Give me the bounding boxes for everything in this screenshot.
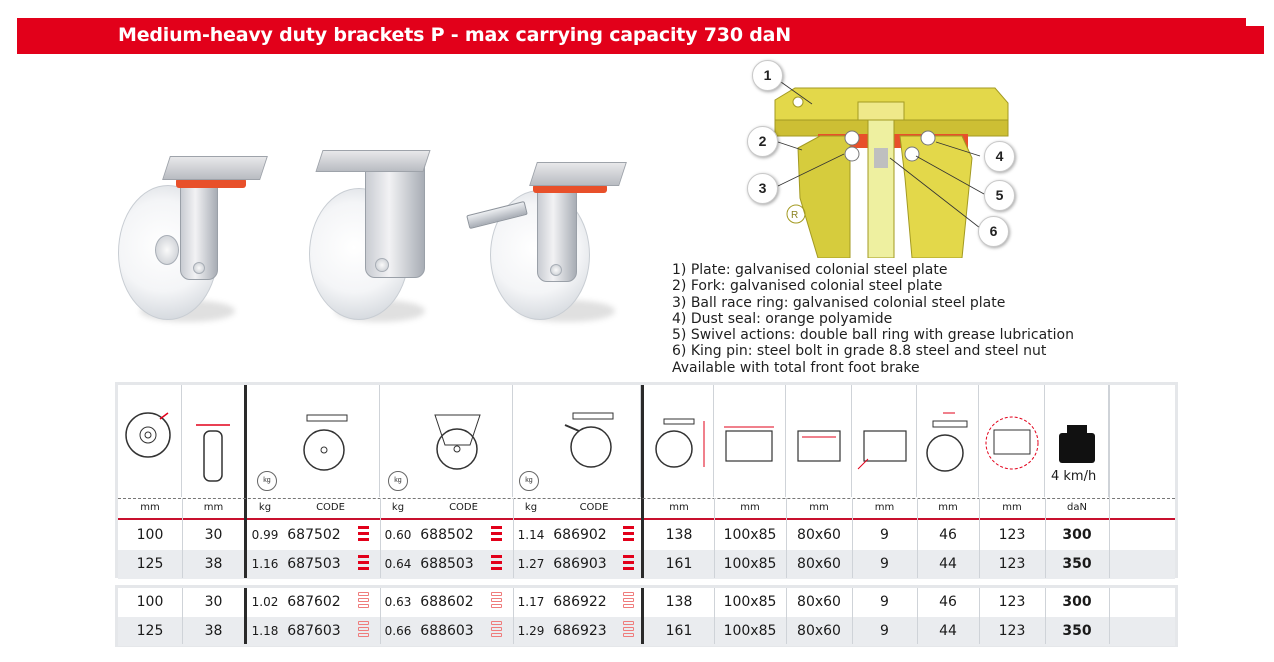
component-legend bbox=[672, 262, 1074, 376]
table-row bbox=[118, 588, 1175, 617]
cell-height: 138 bbox=[665, 527, 693, 543]
cell-radius: 123 bbox=[998, 594, 1026, 610]
cell-width: 30 bbox=[204, 594, 223, 610]
cell-code: 686922 bbox=[553, 594, 607, 610]
cell-code: 688503 bbox=[420, 556, 474, 572]
unit-code: CODE bbox=[579, 502, 609, 513]
swivel-type-marker bbox=[358, 621, 369, 639]
cell-weight: 0.63 bbox=[384, 595, 412, 609]
cell-code: 688602 bbox=[420, 594, 474, 610]
weight-icon: kg bbox=[519, 471, 539, 491]
cell-code: 686923 bbox=[553, 623, 607, 639]
fixed-type-marker bbox=[491, 592, 502, 610]
hole-spacing-icon bbox=[786, 385, 852, 497]
cell-radius: 123 bbox=[998, 623, 1026, 639]
cell-weight: 0.99 bbox=[251, 528, 279, 542]
cell-weight: 1.02 bbox=[251, 595, 279, 609]
header-bar bbox=[17, 18, 1264, 54]
legend-item: 3) Ball race ring: galvanised colonial steel plate bbox=[672, 294, 1006, 311]
callout-2: 2 bbox=[747, 126, 778, 157]
cell-offset: 44 bbox=[939, 556, 957, 572]
unit-offset: mm bbox=[938, 502, 958, 513]
cell-holes: 80x60 bbox=[797, 623, 841, 639]
cell-radius: 123 bbox=[998, 527, 1026, 543]
fixed-caster-photo bbox=[305, 140, 445, 340]
unit-plate: mm bbox=[740, 502, 760, 513]
cell-holes: 80x60 bbox=[797, 527, 841, 543]
unit-holes: mm bbox=[809, 502, 829, 513]
spec-table-standard bbox=[115, 382, 1178, 578]
cell-code: 687602 bbox=[287, 594, 341, 610]
table-header-icons bbox=[118, 385, 1175, 497]
unit-kg: kg bbox=[258, 502, 272, 513]
brake-bracket-icon bbox=[513, 385, 641, 497]
load-capacity-icon bbox=[1045, 385, 1109, 497]
brake-type-marker bbox=[623, 555, 634, 573]
cell-load: 300 bbox=[1062, 527, 1092, 543]
unit-code: CODE bbox=[316, 502, 345, 513]
cell-load: 300 bbox=[1062, 594, 1092, 610]
cell-code: 687502 bbox=[287, 527, 341, 543]
cell-load: 350 bbox=[1062, 623, 1092, 639]
cell-code: 688502 bbox=[420, 527, 474, 543]
cell-bolt: 9 bbox=[880, 594, 889, 610]
brake-type-marker bbox=[623, 592, 634, 610]
wheel-diameter-icon bbox=[118, 385, 182, 497]
swivel-type-marker bbox=[358, 555, 369, 573]
cell-offset: 44 bbox=[939, 623, 957, 639]
legend-footnote: Available with total front foot brake bbox=[672, 359, 920, 376]
cell-code: 686903 bbox=[553, 556, 607, 572]
units-row bbox=[118, 498, 1175, 518]
callout-3: 3 bbox=[747, 173, 778, 204]
product-photos bbox=[110, 140, 640, 340]
speed-label: 4 km/h bbox=[1051, 469, 1097, 484]
cell-weight: 1.29 bbox=[517, 624, 545, 638]
cell-diameter: 125 bbox=[136, 556, 164, 572]
cell-radius: 123 bbox=[998, 556, 1026, 572]
cell-bolt: 9 bbox=[880, 556, 889, 572]
cell-diameter: 100 bbox=[136, 594, 164, 610]
cell-bolt: 9 bbox=[880, 623, 889, 639]
cell-height: 161 bbox=[665, 556, 693, 572]
fixed-type-marker bbox=[491, 621, 502, 639]
cell-width: 38 bbox=[204, 623, 223, 639]
cell-height: 161 bbox=[665, 623, 693, 639]
unit-width: mm bbox=[203, 502, 224, 513]
spec-table-variant bbox=[115, 585, 1178, 647]
unit-kg: kg bbox=[524, 502, 538, 513]
unit-kg: kg bbox=[391, 502, 405, 513]
svg-text:R: R bbox=[791, 210, 799, 221]
weight-icon: kg bbox=[388, 471, 408, 491]
cell-plate: 100x85 bbox=[723, 527, 777, 543]
unit-load: daN bbox=[1067, 502, 1087, 513]
unit-code: CODE bbox=[449, 502, 478, 513]
cell-weight: 1.14 bbox=[517, 528, 545, 542]
cutaway-diagram bbox=[740, 58, 1030, 258]
legend-item: 6) King pin: steel bolt in grade 8.8 steel and steel nut bbox=[672, 343, 1047, 360]
cell-bolt: 9 bbox=[880, 527, 889, 543]
legend-item: 5) Swivel actions: double ball ring with grease lubrication bbox=[672, 327, 1074, 344]
brake-caster-photo bbox=[465, 140, 635, 340]
legend-item: 1) Plate: galvanised colonial steel plate bbox=[672, 262, 948, 278]
brake-type-marker bbox=[623, 526, 634, 544]
cell-holes: 80x60 bbox=[797, 556, 841, 572]
legend-item: 2) Fork: galvanised colonial steel plate bbox=[672, 278, 943, 295]
swivel-radius-icon bbox=[979, 385, 1045, 497]
overall-height-icon bbox=[644, 385, 714, 497]
cell-plate: 100x85 bbox=[723, 623, 777, 639]
cell-code: 687503 bbox=[287, 556, 341, 572]
table-row bbox=[118, 550, 1175, 579]
table-row bbox=[118, 617, 1175, 646]
unit-bolt: mm bbox=[874, 502, 895, 513]
cell-width: 38 bbox=[204, 556, 223, 572]
cell-height: 138 bbox=[665, 594, 693, 610]
cell-diameter: 125 bbox=[136, 623, 164, 639]
cell-width: 30 bbox=[204, 527, 223, 543]
swivel-type-marker bbox=[358, 592, 369, 610]
fixed-type-marker bbox=[491, 526, 502, 544]
unit-height: mm bbox=[669, 502, 689, 513]
legend-item: 4) Dust seal: orange polyamide bbox=[672, 310, 893, 327]
weight-icon: kg bbox=[257, 471, 277, 491]
cell-plate: 100x85 bbox=[723, 594, 777, 610]
callout-5: 5 bbox=[984, 180, 1015, 211]
swivel-offset-icon bbox=[917, 385, 979, 497]
header-notch bbox=[1246, 18, 1264, 26]
cell-diameter: 100 bbox=[136, 527, 164, 543]
callout-6: 6 bbox=[978, 216, 1009, 247]
callout-1: 1 bbox=[752, 60, 783, 91]
cell-offset: 46 bbox=[939, 594, 957, 610]
swivel-type-marker bbox=[358, 526, 369, 544]
cell-weight: 0.60 bbox=[384, 528, 412, 542]
cell-offset: 46 bbox=[939, 527, 957, 543]
swivel-bracket-icon bbox=[247, 385, 380, 497]
page-title: Medium-heavy duty brackets P - max carrying capacity 730 daN bbox=[118, 24, 791, 46]
cell-weight: 0.64 bbox=[384, 557, 412, 571]
wheel-width-icon bbox=[182, 385, 245, 497]
callout-4: 4 bbox=[984, 141, 1015, 172]
bolt-hole-icon bbox=[852, 385, 917, 497]
cell-load: 350 bbox=[1062, 556, 1092, 572]
fixed-bracket-icon bbox=[380, 385, 513, 497]
cell-code: 687603 bbox=[287, 623, 341, 639]
cell-weight: 1.27 bbox=[517, 557, 545, 571]
unit-radius: mm bbox=[1002, 502, 1022, 513]
cell-weight: 0.66 bbox=[384, 624, 412, 638]
cell-code: 688603 bbox=[420, 623, 474, 639]
cell-weight: 1.18 bbox=[251, 624, 279, 638]
cell-holes: 80x60 bbox=[797, 594, 841, 610]
fixed-type-marker bbox=[491, 555, 502, 573]
plate-size-icon bbox=[714, 385, 786, 497]
swivel-caster-photo bbox=[110, 140, 270, 340]
cell-code: 686902 bbox=[553, 527, 607, 543]
cell-plate: 100x85 bbox=[723, 556, 777, 572]
table-row bbox=[118, 521, 1175, 550]
header-red-rule bbox=[118, 518, 1175, 520]
cell-weight: 1.17 bbox=[517, 595, 545, 609]
cell-weight: 1.16 bbox=[251, 557, 279, 571]
unit-diameter: mm bbox=[140, 502, 160, 513]
brake-type-marker bbox=[623, 621, 634, 639]
